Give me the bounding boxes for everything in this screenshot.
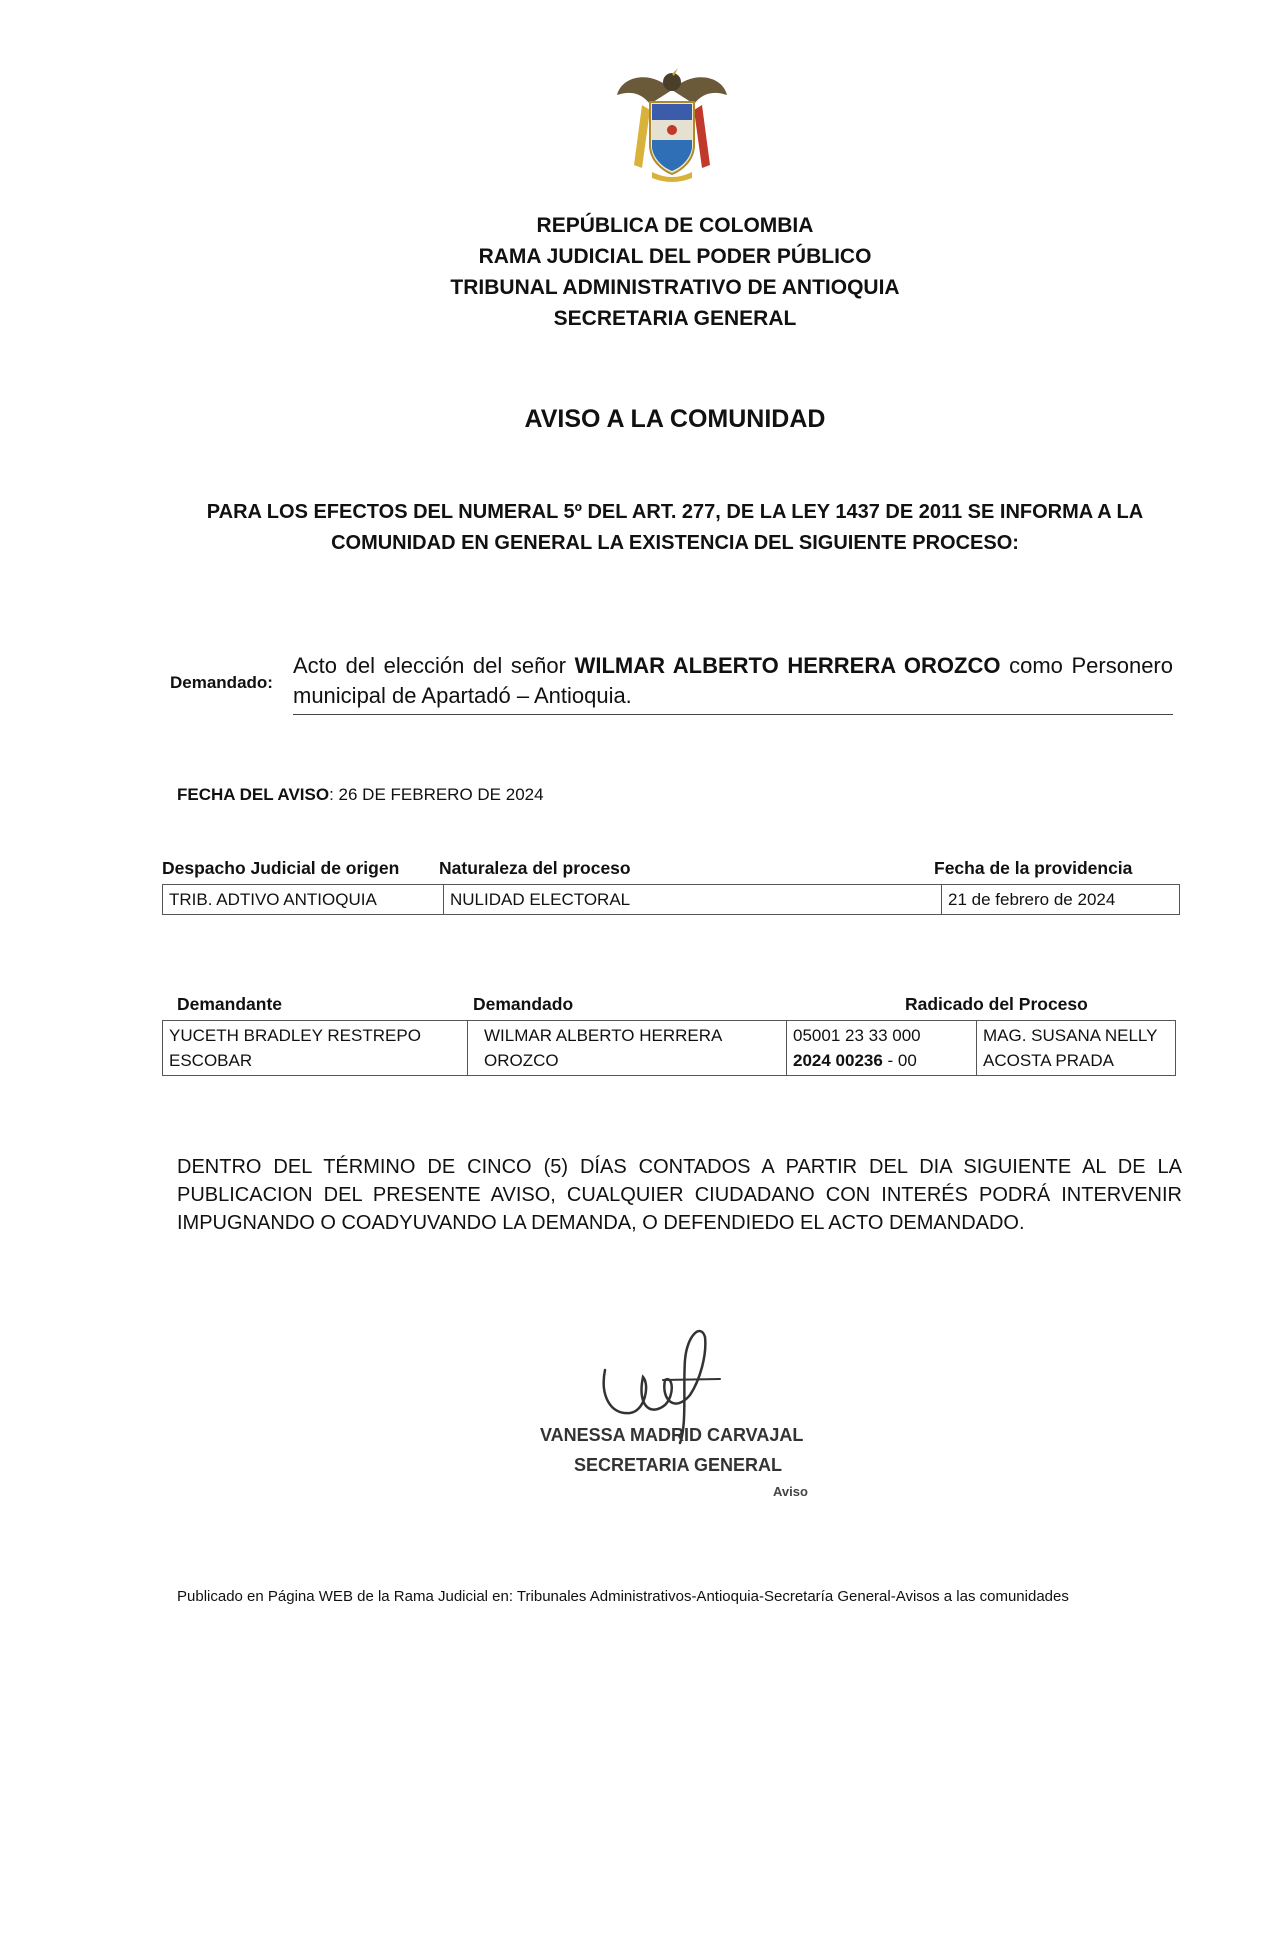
table2-header-demandado: Demandado <box>473 994 574 1014</box>
header-tribunal: TRIBUNAL ADMINISTRATIVO DE ANTIOQUIA <box>450 276 900 299</box>
radicado-line2 <box>793 1048 970 1073</box>
demandado-text-after: como Personero municipal de Apartadó – Antioquia. <box>293 653 1173 708</box>
table-cell-magistrado: MAG. SUSANA NELLY ACOSTA PRADA <box>977 1021 1176 1076</box>
table-cell-demandado: WILMAR ALBERTO HERRERA OROZCO <box>468 1021 787 1076</box>
radicado-number: 2024 00236 <box>793 1051 883 1070</box>
table2-header-radicado: Radicado del Proceso <box>905 994 1088 1014</box>
header-country: REPÚBLICA DE COLOMBIA <box>536 214 814 237</box>
radicado-line1: 05001 23 33 000 <box>793 1026 921 1045</box>
table1-header-naturaleza: Naturaleza del proceso <box>439 858 631 878</box>
signer-name: VANESSA MADRID CARVAJAL <box>540 1425 804 1445</box>
table-cell-fecha: 21 de febrero de 2024 <box>942 885 1180 915</box>
table-cell-naturaleza: NULIDAD ELECTORAL <box>444 885 942 915</box>
demandado-label: Demandado: <box>170 673 273 692</box>
table-row <box>163 885 1180 915</box>
demandado-name: WILMAR ALBERTO HERRERA OROZCO <box>574 653 1001 678</box>
table-cell-demandante: YUCETH BRADLEY RESTREPO ESCOBAR <box>163 1021 468 1076</box>
parties-table <box>162 1020 1176 1076</box>
notice-body: DENTRO DEL TÉRMINO DE CINCO (5) DÍAS CONTADOS A PARTIR DEL DIA SIGUIENTE AL DE LA PUBLICACION DEL PRESENTE AVISO, CUALQUIER CIUDADANO CON INTERÉS PODRÁ INTERVENIR IMPUGNANDO O COADYUVANDO LA DEMANDA, O DEFENDIEDO EL ACTO DEMANDADO. <box>177 1156 1182 1234</box>
table1-header-despacho: Despacho Judicial de origen <box>162 858 400 878</box>
notice-date: FECHA DEL AVISO: 26 DE FEBRERO DE 2024 <box>177 785 544 804</box>
intro-paragraph: PARA LOS EFECTOS DEL NUMERAL 5º DEL ART. 277, DE LA LEY 1437 DE 2011 SE INFORMA A LA COMUNIDAD EN GENERAL LA EXISTENCIA DEL SIGUIENTE PROCESO: <box>206 501 1144 554</box>
demandado-description <box>293 651 1173 715</box>
demandado-text-before: Acto del elección del señor <box>293 653 566 678</box>
institution-header <box>0 210 1276 334</box>
radicado-suffix: - 00 <box>882 1051 917 1070</box>
notice-date-label: FECHA DEL AVISO <box>177 785 330 804</box>
colombia-coat-of-arms-icon <box>612 60 732 185</box>
publication-footer: Publicado en Página WEB de la Rama Judicial en: Tribunales Administrativos-Antioquia-Secretaría General-Avisos a las comunidades <box>177 1588 1069 1605</box>
table-cell-radicado <box>787 1021 977 1076</box>
table1-header-fecha: Fecha de la providencia <box>934 858 1133 878</box>
signer-tag: Aviso <box>773 1484 808 1499</box>
header-branch: RAMA JUDICIAL DEL PODER PÚBLICO <box>478 245 872 268</box>
process-info-table <box>162 884 1180 915</box>
table-cell-despacho: TRIB. ADTIVO ANTIOQUIA <box>163 885 444 915</box>
header-office: SECRETARIA GENERAL <box>553 307 797 330</box>
table-row <box>163 1021 1176 1076</box>
signer-role: SECRETARIA GENERAL <box>574 1455 783 1475</box>
document-title: AVISO A LA COMUNIDAD <box>524 405 826 433</box>
table2-header-demandante: Demandante <box>177 994 283 1014</box>
notice-date-value: 26 DE FEBRERO DE 2024 <box>338 785 544 804</box>
